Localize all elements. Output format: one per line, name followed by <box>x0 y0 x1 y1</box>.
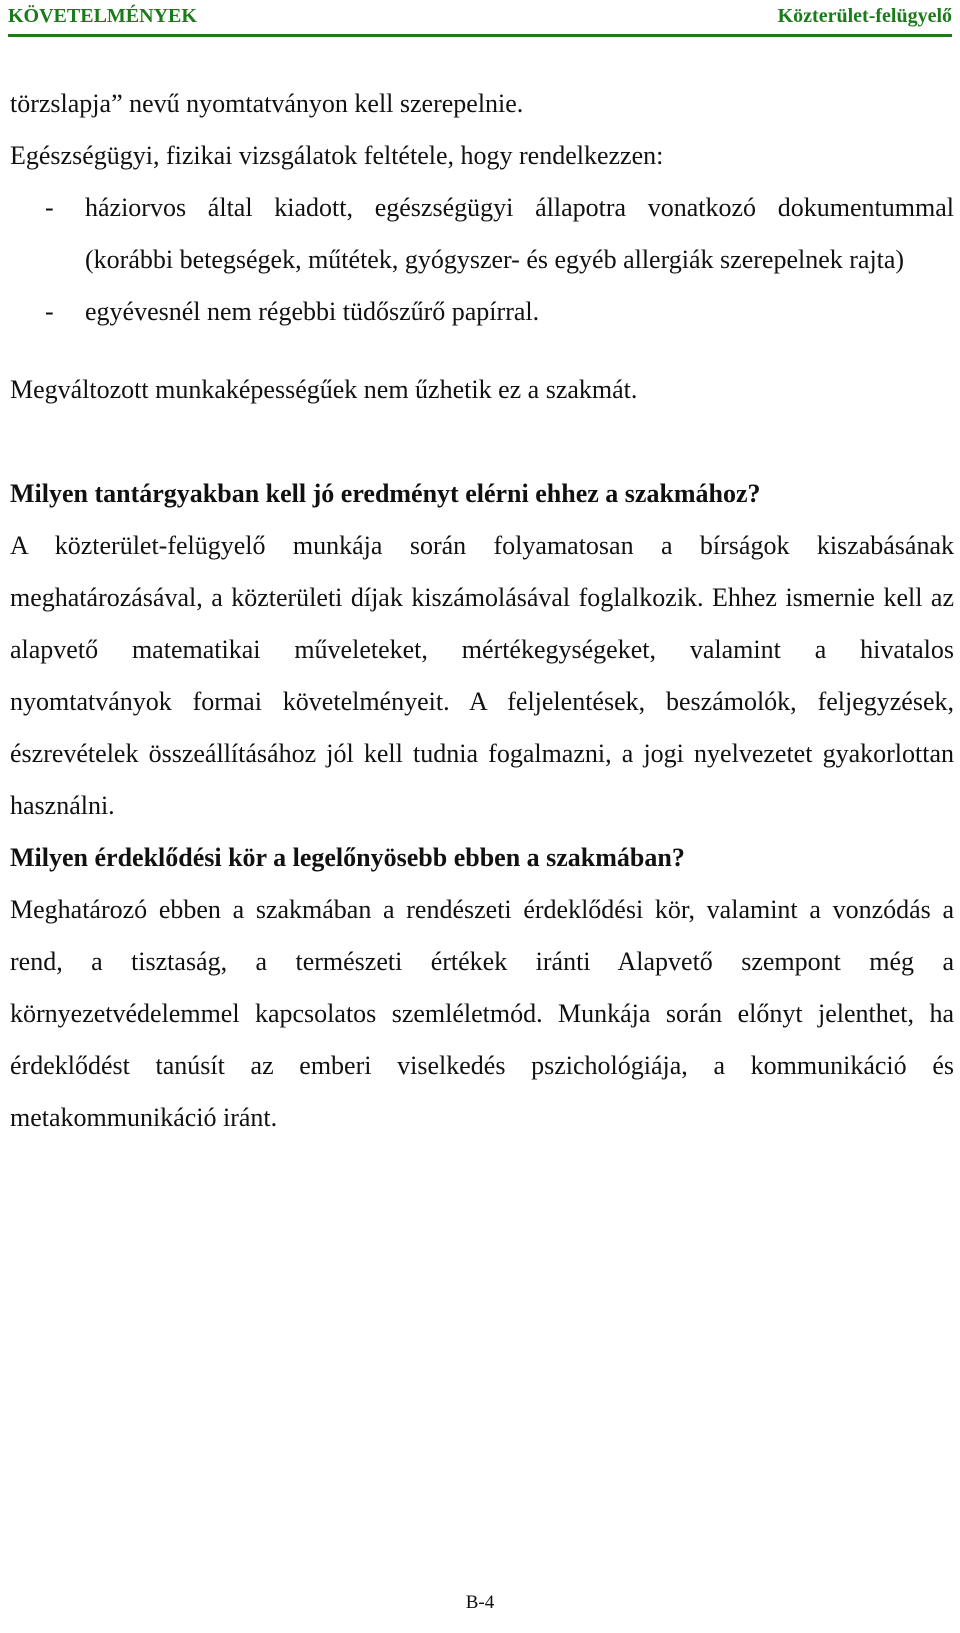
paragraph-form-continuation: törzslapja” nevű nyomtatványon kell szerepelnie. <box>10 89 524 118</box>
heading-subjects: Milyen tantárgyakban kell jó eredményt elérni ehhez a szakmához? <box>10 479 761 508</box>
list-item <box>10 182 954 286</box>
paragraph-subjects: A közterület-felügyelő munkája során folyamatosan a bírságok kiszabásának meghatározásával, a közterületi díjak kiszámolásával foglalkozik. Ehhez ismernie kell az alapvető matematikai műveleteket, mértékegységeket, valamint a hivatalos nyomtatványok formai követelményeit. A feljelentések, beszámolók, feljegyzések, észrevételek összeállításához jól kell tudnia fogalmazni, a jogi nyelvezetet gyakorlottan használni. <box>10 531 954 820</box>
header-occupation-title: Közterület-felügyelő <box>777 5 952 27</box>
requirements-list <box>10 182 954 338</box>
paragraph-reduced-capacity: Megváltozott munkaképességűek nem űzhetik ez a szakmát. <box>10 375 638 404</box>
running-header <box>8 2 952 30</box>
heading-interests: Milyen érdeklődési kör a legelőnyösebb ebben a szakmában? <box>10 843 685 872</box>
list-dash: - <box>45 297 54 326</box>
list-item <box>10 286 954 338</box>
header-section-title: KÖVETELMÉNYEK <box>8 5 197 27</box>
page-body <box>10 78 954 1144</box>
paragraph-health-requirements: Egészségügyi, fizikai vizsgálatok feltétele, hogy rendelkezzen: <box>10 141 664 170</box>
page-number: B-4 <box>465 1592 495 1613</box>
list-item-text: háziorvos által kiadott, egészségügyi állapotra vonatkozó dokumentummal (korábbi betegségek, műtétek, gyógyszer- és egyéb allergiák szerepelnek rajta) <box>85 193 954 274</box>
list-item-text: egyévesnél nem régebbi tüdőszűrő papírral. <box>85 297 540 326</box>
paragraph-interests: Meghatározó ebben a szakmában a rendészeti érdeklődési kör, valamint a vonzódás a rend, a tisztaság, a természeti értékek iránti Alapvető szempont még a környezetvédelemmel kapcsolatos szemléletmód. Munkája során előnyt jelenthet, ha érdeklődést tanúsít az emberi viselkedés pszichológiája, a kommunikáció és metakommunikáció iránt. <box>10 895 954 1132</box>
list-dash: - <box>45 193 54 222</box>
header-rule <box>8 34 952 37</box>
